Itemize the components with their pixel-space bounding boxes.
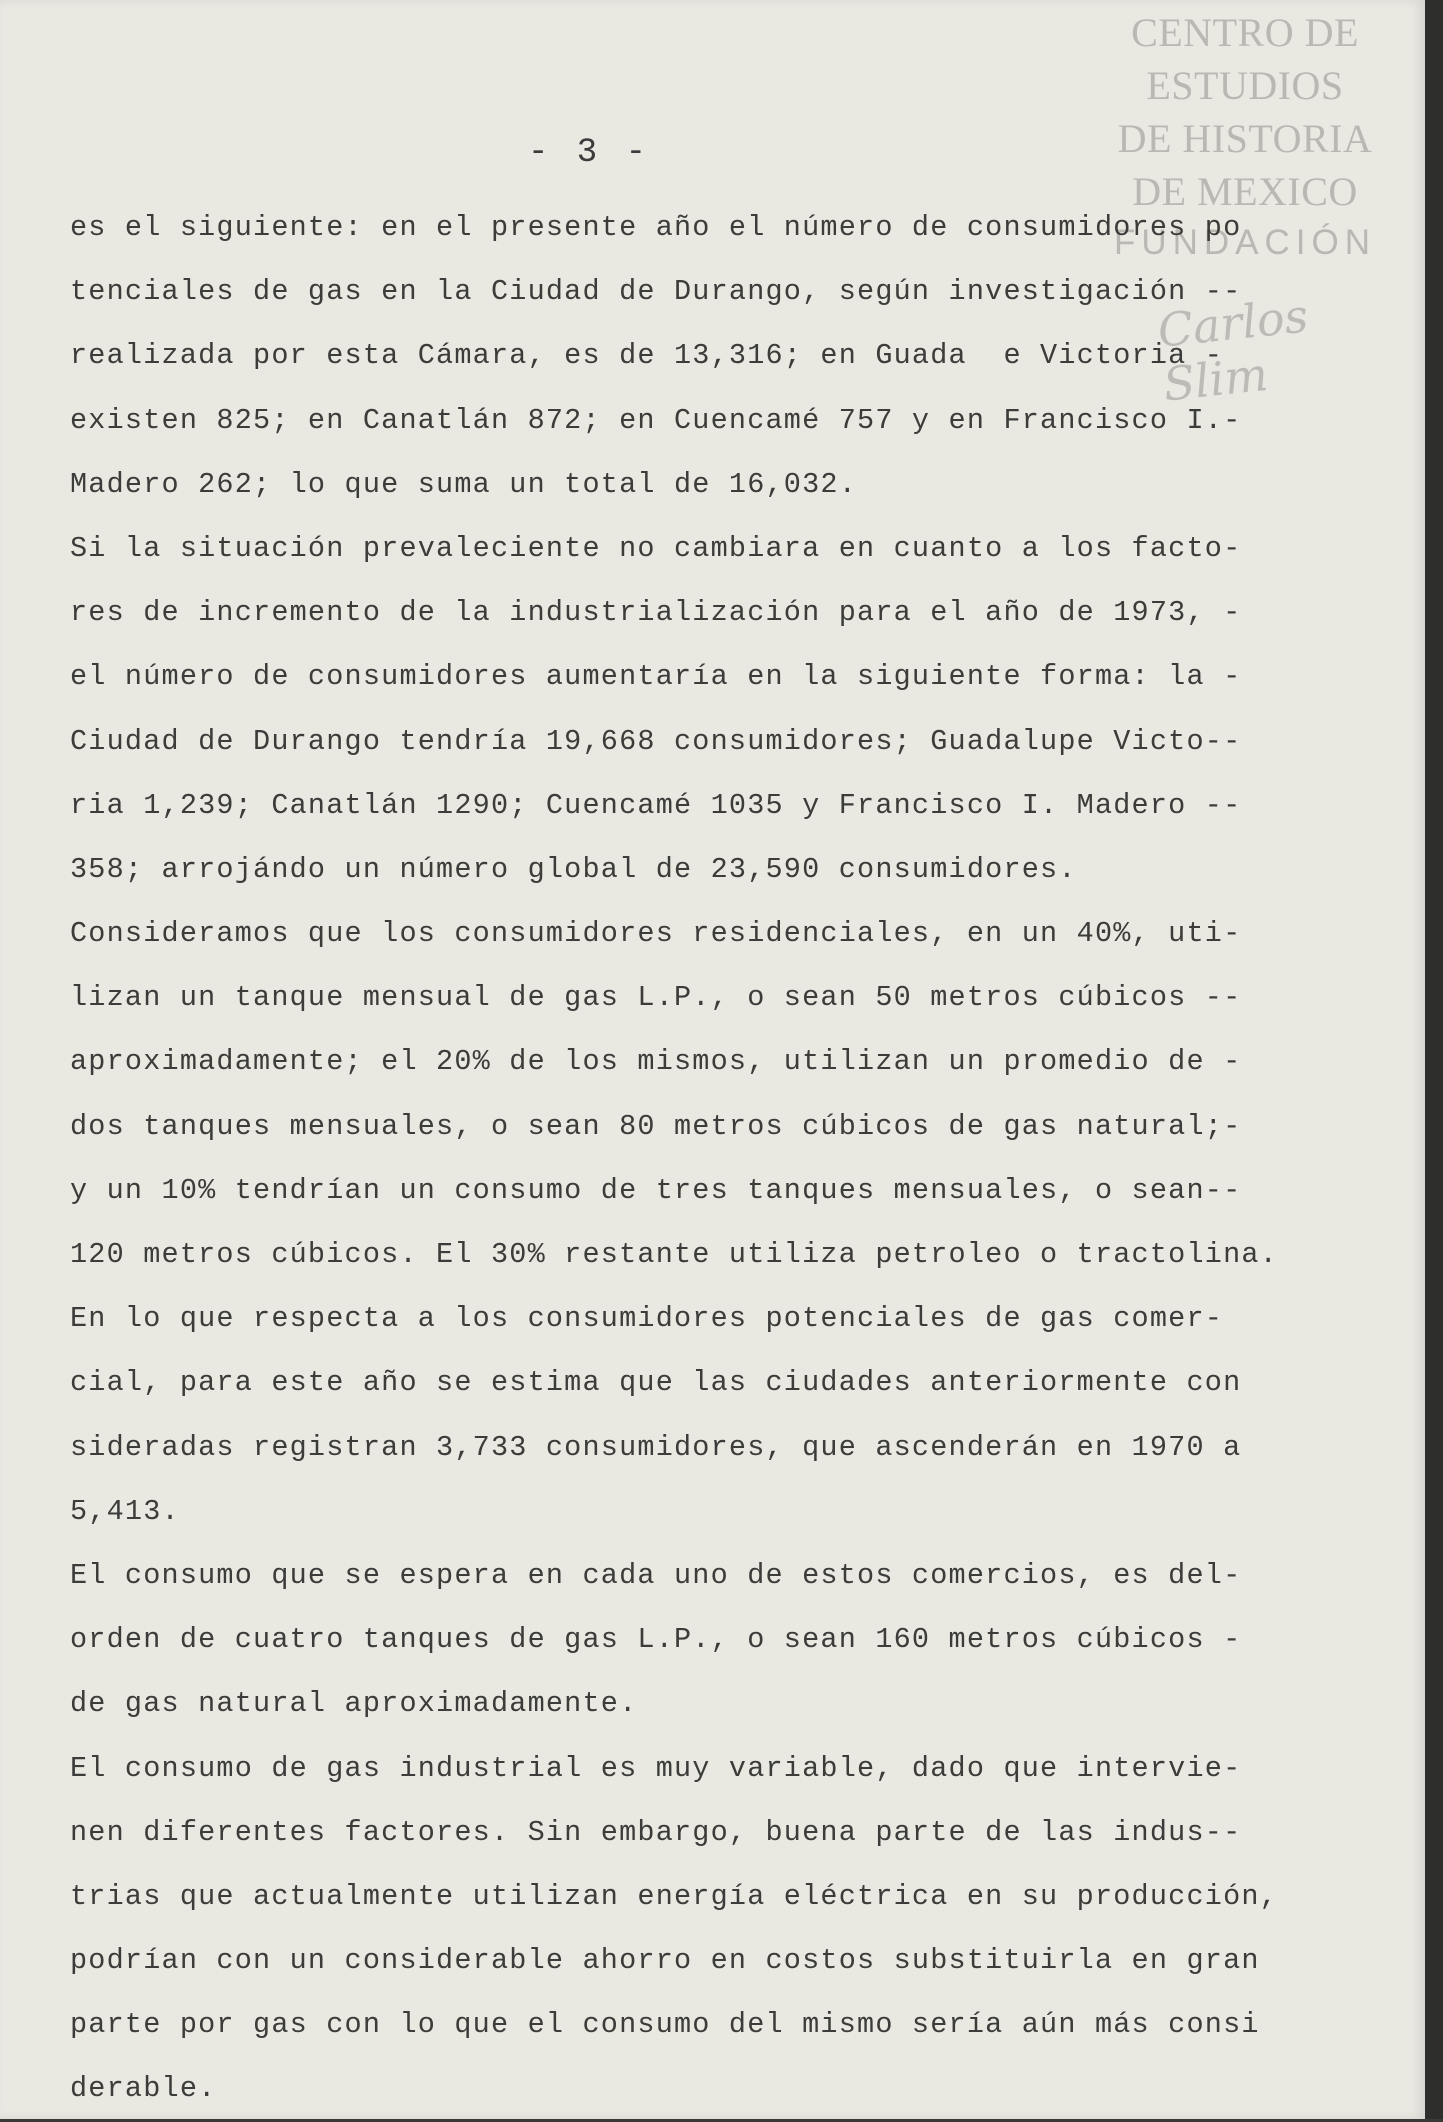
body-text — [70, 196, 1360, 2122]
text-line: 358; arrojándo un número global de 23,590 consumidores. — [70, 852, 1077, 886]
text-line: El consumo de gas industrial es muy variable, dado que intervie- — [70, 1751, 1242, 1785]
text-line: orden de cuatro tanques de gas L.P., o sean 160 metros cúbicos - — [70, 1623, 1242, 1657]
text-line: El consumo que se espera en cada uno de estos comercios, es del- — [70, 1558, 1242, 1592]
text-line: res de incremento de la industrialización para el año de 1973, - — [70, 596, 1242, 630]
text-line: de gas natural aproximadamente. — [70, 1687, 638, 1721]
text-line: trias que actualmente utilizan energía eléctrica en su producción, — [70, 1879, 1278, 1913]
text-line: derable. — [70, 2072, 217, 2106]
text-line: Ciudad de Durango tendría 19,668 consumidores; Guadalupe Victo-- — [70, 724, 1242, 758]
text-line: 120 metros cúbicos. El 30% restante utiliza petroleo o tractolina. — [70, 1238, 1278, 1271]
text-line: el número de consumidores aumentaría en la siguiente forma: la - — [70, 660, 1242, 694]
text-line: lizan un tanque mensual de gas L.P., o sean 50 metros cúbicos -- — [70, 981, 1242, 1015]
text-line: dos tanques mensuales, o sean 80 metros cúbicos de gas natural;- — [70, 1109, 1242, 1143]
watermark-line: DE HISTORIA — [1117, 116, 1373, 161]
watermark-signature: Carlos Slim — [1155, 288, 1311, 412]
watermark-line: FUNDACIÓN — [1113, 223, 1377, 262]
text-line: En lo que respecta a los consumidores potenciales de gas comer- — [70, 1302, 1224, 1336]
text-line: podrían con un considerable ahorro en costos substituirla en gran — [70, 1944, 1260, 1978]
text-line: cial, para este año se estima que las ciudades anteriormente con — [70, 1366, 1242, 1400]
text-line: Consideramos que los consumidores residenciales, en un 40%, uti- — [70, 917, 1242, 951]
text-line: y un 10% tendrían un consumo de tres tanques mensuales, o sean-- — [70, 1173, 1242, 1207]
text-line: aproximadamente; el 20% de los mismos, utilizan un promedio de - — [70, 1045, 1242, 1079]
watermark-line: ESTUDIOS — [1146, 63, 1344, 108]
watermark-line: DE MEXICO — [1132, 169, 1358, 214]
scan-edge — [1425, 0, 1443, 2119]
text-line: ria 1,239; Canatlán 1290; Cuencamé 1035 y Francisco I. Madero -- — [70, 788, 1242, 822]
text-line: es el siguiente: en el presente año el número de consumidores po — [70, 211, 1242, 244]
text-line: Si la situación prevaleciente no cambiara en cuanto a los facto- — [70, 531, 1242, 565]
text-line: existen 825; en Canatlán 872; en Cuencamé 757 y en Francisco I.- — [70, 403, 1242, 437]
watermark-line: CENTRO DE — [1131, 10, 1359, 55]
text-line: sideradas registran 3,733 consumidores, que ascenderán en 1970 a — [70, 1430, 1242, 1464]
text-line: parte por gas con lo que el consumo del mismo sería aún más consi — [70, 2008, 1260, 2042]
text-line: realizada por esta Cámara, es de 13,316; en Guada e Victoria - — [70, 339, 1224, 373]
text-line: Madero 262; lo que suma un total de 16,032. — [70, 467, 858, 501]
text-line: tenciales de gas en la Ciudad de Durango, según investigación -- — [70, 275, 1242, 309]
text-line: 5,413. — [70, 1494, 180, 1528]
text-line: nen diferentes factores. Sin embargo, buena parte de las indus-- — [70, 1815, 1242, 1849]
page-number: - 3 - — [528, 134, 651, 172]
